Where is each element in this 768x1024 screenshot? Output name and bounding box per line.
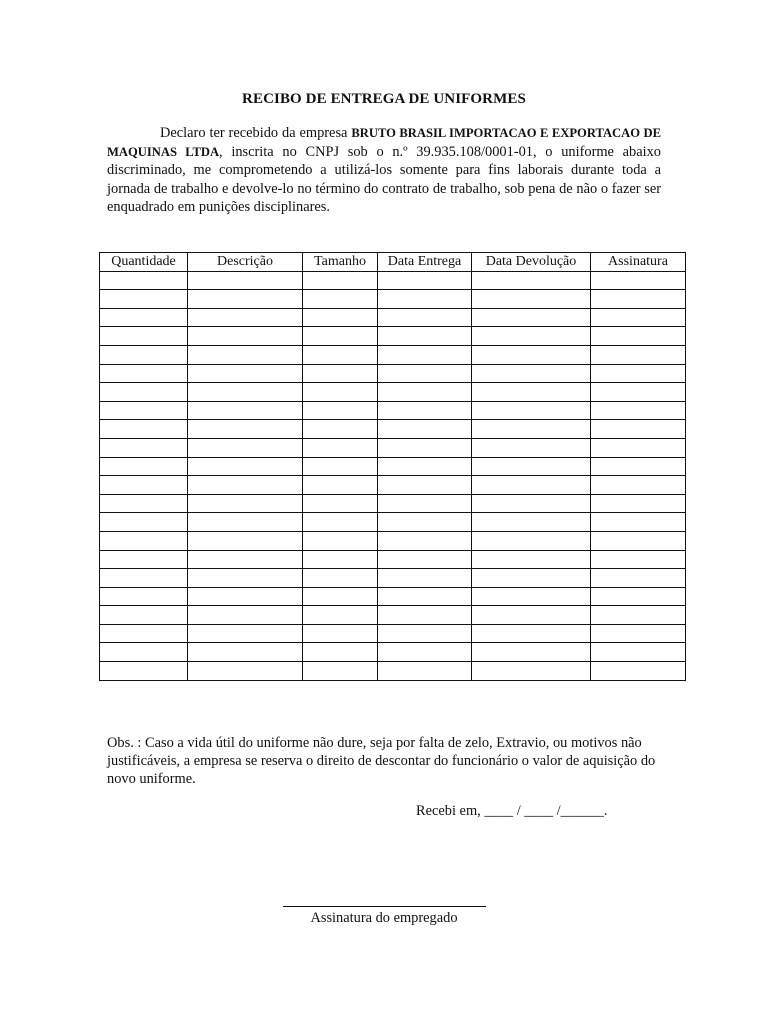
- table-cell[interactable]: [100, 606, 188, 625]
- table-cell[interactable]: [378, 587, 472, 606]
- table-cell[interactable]: [591, 327, 686, 346]
- table-cell[interactable]: [100, 345, 188, 364]
- table-cell[interactable]: [100, 513, 188, 532]
- table-cell[interactable]: [303, 606, 378, 625]
- receipt-date-line: Recebi em, ____ / ____ /______.: [416, 803, 608, 819]
- header-data-entrega: Data Entrega: [378, 253, 472, 272]
- table-cell[interactable]: [472, 587, 591, 606]
- table-cell[interactable]: [591, 569, 686, 588]
- company-name: BRUTO BRASIL IMPORTACAO E EXPORTACAO DE MAQUINAS LTDA: [107, 126, 661, 159]
- table-cell[interactable]: [100, 476, 188, 495]
- table-row: [100, 606, 686, 625]
- table-row: [100, 569, 686, 588]
- table-cell[interactable]: [188, 383, 303, 402]
- table-cell[interactable]: [100, 327, 188, 346]
- table-row: [100, 513, 686, 532]
- table-cell[interactable]: [378, 290, 472, 309]
- table-cell[interactable]: [591, 271, 686, 290]
- table-cell[interactable]: [188, 438, 303, 457]
- header-tamanho: Tamanho: [303, 253, 378, 272]
- table-row: [100, 345, 686, 364]
- table-cell[interactable]: [591, 401, 686, 420]
- table-cell[interactable]: [378, 550, 472, 569]
- table-cell[interactable]: [378, 364, 472, 383]
- table-cell[interactable]: [472, 438, 591, 457]
- table-row: [100, 438, 686, 457]
- table-cell[interactable]: [378, 438, 472, 457]
- table-cell[interactable]: [591, 643, 686, 662]
- table-cell[interactable]: [591, 420, 686, 439]
- table-cell[interactable]: [188, 662, 303, 681]
- table-cell[interactable]: [378, 513, 472, 532]
- table-cell[interactable]: [188, 550, 303, 569]
- table-cell[interactable]: [378, 531, 472, 550]
- signature-line: [283, 906, 486, 907]
- table-row: [100, 271, 686, 290]
- table-cell[interactable]: [188, 587, 303, 606]
- table-cell[interactable]: [303, 308, 378, 327]
- table-cell[interactable]: [100, 531, 188, 550]
- document-title: RECIBO DE ENTREGA DE UNIFORMES: [242, 91, 526, 107]
- table-cell[interactable]: [188, 308, 303, 327]
- table-cell[interactable]: [472, 531, 591, 550]
- table-row: [100, 662, 686, 681]
- table-cell[interactable]: [303, 401, 378, 420]
- table-cell[interactable]: [188, 531, 303, 550]
- table-cell[interactable]: [188, 513, 303, 532]
- uniform-table: [99, 252, 686, 681]
- table-cell[interactable]: [378, 662, 472, 681]
- table-header-row: [100, 253, 686, 272]
- table-cell[interactable]: [472, 569, 591, 588]
- table-cell[interactable]: [303, 383, 378, 402]
- table-cell[interactable]: [472, 606, 591, 625]
- table-cell[interactable]: [188, 271, 303, 290]
- table-cell[interactable]: [591, 438, 686, 457]
- table-cell[interactable]: [303, 569, 378, 588]
- table-cell[interactable]: [303, 513, 378, 532]
- table-cell[interactable]: [100, 569, 188, 588]
- table-cell[interactable]: [591, 383, 686, 402]
- table-row: [100, 383, 686, 402]
- table-cell[interactable]: [591, 345, 686, 364]
- header-assinatura: Assinatura: [591, 253, 686, 272]
- table-cell[interactable]: [591, 531, 686, 550]
- table-cell[interactable]: [188, 401, 303, 420]
- table-cell[interactable]: [472, 643, 591, 662]
- table-cell[interactable]: [303, 476, 378, 495]
- table-cell[interactable]: [188, 606, 303, 625]
- table-cell[interactable]: [303, 494, 378, 513]
- table-cell[interactable]: [303, 364, 378, 383]
- table-cell[interactable]: [303, 345, 378, 364]
- table-cell[interactable]: [472, 494, 591, 513]
- table-cell[interactable]: [378, 420, 472, 439]
- table-cell[interactable]: [100, 662, 188, 681]
- table-cell[interactable]: [188, 624, 303, 643]
- header-data-devolucao: Data Devolução: [472, 253, 591, 272]
- observation-note: Obs. : Caso a vida útil do uniforme não dure, seja por falta de zelo, Extravio, ou motivos não justificáveis, a empresa se reserva o direito de descontar do funcionário o valor de aquisição do novo uniforme.: [107, 735, 656, 787]
- table-cell[interactable]: [100, 624, 188, 643]
- table-cell[interactable]: [378, 569, 472, 588]
- table-cell[interactable]: [100, 457, 188, 476]
- table-cell[interactable]: [378, 327, 472, 346]
- table-cell[interactable]: [591, 587, 686, 606]
- table-cell[interactable]: [378, 476, 472, 495]
- table-cell[interactable]: [378, 606, 472, 625]
- table-row: [100, 457, 686, 476]
- table-cell[interactable]: [188, 643, 303, 662]
- table-cell[interactable]: [472, 364, 591, 383]
- table-cell[interactable]: [591, 308, 686, 327]
- table-cell[interactable]: [303, 290, 378, 309]
- table-cell[interactable]: [303, 438, 378, 457]
- signature-label: Assinatura do empregado: [310, 910, 458, 926]
- table-cell[interactable]: [591, 513, 686, 532]
- table-row: [100, 401, 686, 420]
- table-cell[interactable]: [303, 587, 378, 606]
- table-cell[interactable]: [378, 401, 472, 420]
- table-cell[interactable]: [100, 364, 188, 383]
- table-cell[interactable]: [472, 457, 591, 476]
- table-row: [100, 643, 686, 662]
- table-cell[interactable]: [100, 420, 188, 439]
- table-cell[interactable]: [591, 290, 686, 309]
- table-cell[interactable]: [378, 271, 472, 290]
- table-cell[interactable]: [378, 308, 472, 327]
- table-row: [100, 624, 686, 643]
- table-cell[interactable]: [188, 364, 303, 383]
- table-cell[interactable]: [591, 624, 686, 643]
- declaration-suffix: , inscrita no CNPJ sob o n.º 39.935.108/0001-01, o uniforme abaixo discriminado, me comprometendo a utilizá-los somente para fins laborais durante toda a jornada de trabalho e devolve-lo no término do contrato de trabalho, sob pena de não o fazer ser enquadrado em punições disciplinares.: [107, 143, 661, 215]
- table-cell[interactable]: [591, 550, 686, 569]
- table-cell[interactable]: [591, 364, 686, 383]
- table-cell[interactable]: [188, 327, 303, 346]
- table-cell[interactable]: [591, 476, 686, 495]
- table-cell[interactable]: [472, 383, 591, 402]
- table-cell[interactable]: [188, 476, 303, 495]
- table-cell[interactable]: [100, 401, 188, 420]
- table-cell[interactable]: [188, 345, 303, 364]
- table-row: [100, 364, 686, 383]
- table-cell[interactable]: [472, 476, 591, 495]
- table-cell[interactable]: [100, 550, 188, 569]
- declaration-paragraph: [107, 124, 661, 217]
- table-cell[interactable]: [100, 438, 188, 457]
- table-cell[interactable]: [472, 513, 591, 532]
- table-cell[interactable]: [303, 420, 378, 439]
- table-cell[interactable]: [378, 643, 472, 662]
- table-cell[interactable]: [472, 401, 591, 420]
- table-cell[interactable]: [100, 383, 188, 402]
- table-cell[interactable]: [378, 383, 472, 402]
- table-cell[interactable]: [188, 494, 303, 513]
- table-cell[interactable]: [472, 308, 591, 327]
- table-cell[interactable]: [591, 457, 686, 476]
- declaration-prefix: Declaro ter recebido da empresa: [160, 125, 352, 141]
- table-row: [100, 494, 686, 513]
- table-cell[interactable]: [472, 345, 591, 364]
- table-cell[interactable]: [591, 606, 686, 625]
- table-cell[interactable]: [378, 494, 472, 513]
- table-cell[interactable]: [188, 457, 303, 476]
- table-cell[interactable]: [303, 624, 378, 643]
- table-cell[interactable]: [472, 420, 591, 439]
- table-row: [100, 290, 686, 309]
- table-cell[interactable]: [303, 457, 378, 476]
- header-quantidade: Quantidade: [100, 253, 188, 272]
- table-cell[interactable]: [591, 662, 686, 681]
- table-cell[interactable]: [100, 494, 188, 513]
- table-cell[interactable]: [472, 290, 591, 309]
- table-row: [100, 531, 686, 550]
- table-cell[interactable]: [100, 271, 188, 290]
- table-cell[interactable]: [378, 624, 472, 643]
- table-cell[interactable]: [303, 531, 378, 550]
- table-cell[interactable]: [472, 550, 591, 569]
- table-cell[interactable]: [188, 420, 303, 439]
- uniform-table-container: [99, 252, 685, 681]
- table-cell[interactable]: [378, 345, 472, 364]
- table-cell[interactable]: [472, 271, 591, 290]
- table-cell[interactable]: [188, 290, 303, 309]
- table-cell[interactable]: [100, 643, 188, 662]
- table-cell[interactable]: [472, 662, 591, 681]
- table-cell[interactable]: [472, 624, 591, 643]
- table-cell[interactable]: [303, 662, 378, 681]
- table-cell[interactable]: [100, 290, 188, 309]
- table-cell[interactable]: [303, 643, 378, 662]
- table-cell[interactable]: [378, 457, 472, 476]
- table-body: [100, 271, 686, 680]
- table-cell[interactable]: [472, 327, 591, 346]
- table-cell[interactable]: [188, 569, 303, 588]
- table-row: [100, 308, 686, 327]
- table-cell[interactable]: [100, 587, 188, 606]
- header-descricao: Descrição: [188, 253, 303, 272]
- table-cell[interactable]: [591, 494, 686, 513]
- table-row: [100, 327, 686, 346]
- table-cell[interactable]: [100, 308, 188, 327]
- table-cell[interactable]: [303, 550, 378, 569]
- table-row: [100, 587, 686, 606]
- table-cell[interactable]: [303, 327, 378, 346]
- table-row: [100, 550, 686, 569]
- table-row: [100, 476, 686, 495]
- table-row: [100, 420, 686, 439]
- table-cell[interactable]: [303, 271, 378, 290]
